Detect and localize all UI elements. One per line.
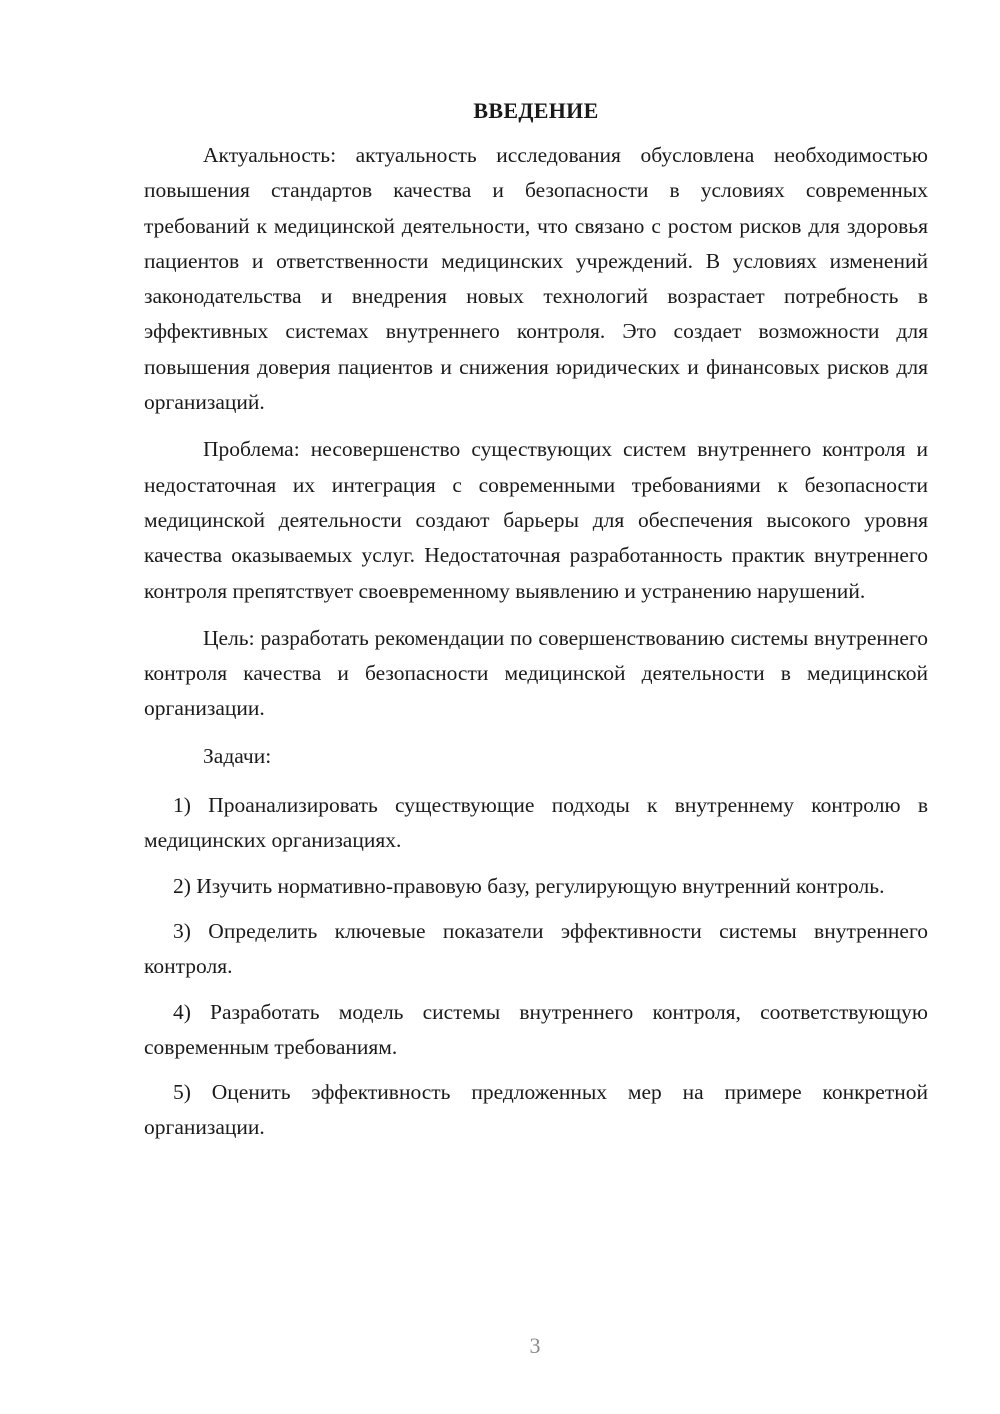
page-number: 3	[529, 1333, 541, 1358]
task-item-5: 5) Оценить эффективность предложенных мер на примере конкретной организации.	[144, 1080, 928, 1140]
task-item-1: 1) Проанализировать существующие подходы к внутреннему контролю в медицинских организациях.	[144, 793, 928, 853]
task-item-4: 4) Разработать модель системы внутреннего контроля, соответствующую современным требованиям.	[144, 999, 928, 1059]
page-title: ВВЕДЕНИЕ	[473, 98, 599, 123]
tasks-heading: Задачи:	[203, 743, 272, 768]
task-item-2: 2) Изучить нормативно-правовую базу, регулирующую внутренний контроль.	[173, 873, 885, 898]
problem-paragraph: Проблема: несовершенство существующих систем внутреннего контроля и недостаточная их интеграция с современными требованиями к безопасности медицинской деятельности создают барьеры для обеспечения высокого уровня качества оказываемых услуг. Недостаточная разработанность практик внутреннего контроля препятствует своевременному выявлению и устранению нарушений.	[144, 437, 928, 603]
goal-paragraph: Цель: разработать рекомендации по совершенствованию системы внутреннего контроля качества и безопасности медицинской деятельности в медицинской организации.	[144, 625, 928, 721]
task-item-3: 3) Определить ключевые показатели эффективности системы внутреннего контроля.	[144, 918, 928, 979]
relevance-paragraph: Актуальность: актуальность исследования обусловлена необходимостью повышения стандартов качества и безопасности в условиях современных требований к медицинской деятельности, что связано с ростом рисков для здоровья пациентов и ответственности медицинских учреждений. В условиях изменений законодательства и внедрения новых технологий возрастает потребность в эффективных системах внутреннего контроля. Это создает возможности для повышения доверия пациентов и снижения юридических и финансовых рисков для организаций.	[144, 143, 928, 415]
document-page	[144, 96, 928, 1156]
